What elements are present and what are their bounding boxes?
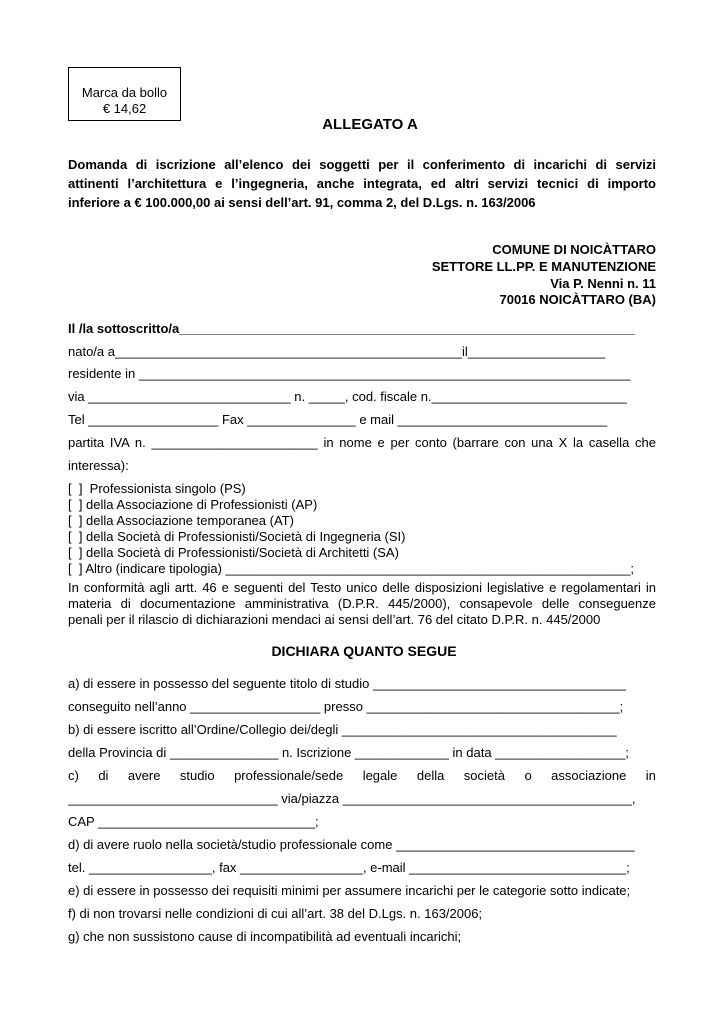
field-partita-iva: partita IVA n. _______________________ in nome e per conto (barrare con una X la casella che [68, 435, 656, 450]
option-ap-checkbox: [ ] della Associazione di Professionisti (AP) [68, 497, 318, 512]
decl-c-word: o [524, 768, 532, 783]
decl-c-word: in [645, 768, 656, 783]
decl-b-line-2: della Provincia di _______________ n. Iscrizione _____________ in data __________________; [68, 745, 629, 760]
stamp-amount: € 14,62 [102, 101, 147, 116]
option-at-checkbox: [ ] della Associazione temporanea (AT) [68, 513, 294, 528]
decl-e: e) di essere in possesso dei requisiti minimi per assumere incarichi per le categorie sotto indicate; [68, 883, 631, 898]
option-ps-checkbox: [ ] Professionista singolo (PS) [68, 481, 246, 496]
option-sa-checkbox: [ ] della Società di Professionisti/Società di Architetti (SA) [68, 545, 399, 560]
revenue-stamp-box [68, 67, 181, 121]
conformity-line-2: materia di documentazione amministrativa (D.P.R. 445/2000), consapevole delle conseguenze [68, 596, 656, 611]
addressee-city: 70016 NOICÀTTARO (BA) [499, 292, 656, 307]
conformity-line-1: In conformità agli artt. 46 e seguenti del Testo unico delle disposizioni legislative e regolamentari in [68, 580, 656, 595]
field-nato: nato/a a________________________________________________il___________________ [68, 344, 606, 359]
decl-d-line-2: tel. _________________, fax _________________, e-mail ______________________________; [68, 860, 630, 875]
addressee-street: Via P. Nenni n. 11 [550, 276, 656, 291]
addressee-comune: COMUNE DI NOICÀTTARO [492, 242, 656, 257]
field-via: via ____________________________ n. _____, cod. fiscale n.___________________________ [68, 389, 627, 404]
decl-c-word: di [98, 768, 109, 783]
decl-b-line-1: b) di essere iscritto all’Ordine/Collegio dei/degli ______________________________________ [68, 722, 617, 737]
section-title: DICHIARA QUANTO SEGUE [271, 643, 457, 659]
conformity-line-3: penali per il rilascio di dichiarazioni mendaci ai sensi dell’art. 76 del citato D.P.R. n. 445/2000 [68, 612, 601, 627]
field-tel: Tel __________________ Fax _______________ e mail _____________________________ [68, 412, 608, 427]
decl-a-line-1: a) di essere in possesso del seguente titolo di studio ___________________________________ [68, 676, 627, 691]
intro-line-2: attinenti l’architettura e l’ingegneria, anche integrata, ed altri servizi tecnici di importo [68, 176, 656, 191]
option-altro-checkbox: [ ] Altro (indicare tipologia) ________________________________________________________; [68, 561, 635, 576]
decl-c-line-2: _____________________________ via/piazza ________________________________________, [68, 791, 636, 806]
decl-c-word: studio [179, 768, 215, 783]
decl-c-word: della [416, 768, 445, 783]
field-interessa: interessa): [68, 458, 129, 473]
decl-c-word: associazione [551, 768, 627, 783]
decl-g: g) che non sussistono cause di incompatibilità ad eventuali incarichi; [68, 929, 462, 944]
decl-c-word: avere [127, 768, 161, 783]
decl-c-word: società [463, 768, 505, 783]
addressee-settore: SETTORE LL.PP. E MANUTENZIONE [431, 259, 656, 274]
field-residente: residente in ____________________________________________________________________ [68, 366, 631, 381]
decl-c-line-1 [68, 768, 656, 784]
decl-c-line-3: CAP ______________________________; [68, 814, 319, 829]
decl-c-word: c) [68, 768, 79, 783]
intro-line-3: inferiore a € 100.000,00 ai sensi dell’art. 91, comma 2, del D.Lgs. n. 163/2006 [68, 195, 536, 210]
intro-line-1: Domanda di iscrizione all’elenco dei soggetti per il conferimento di incarichi di servizi [68, 157, 656, 172]
decl-a-line-2: conseguito nell’anno __________________ presso ___________________________________; [68, 699, 624, 714]
stamp-label: Marca da bollo [81, 85, 168, 100]
field-sottoscritto: Il /la sottoscritto/a_______________________________________________________________ [68, 321, 635, 336]
decl-d-line-1: d) di avere ruolo nella società/studio professionale come _________________________________ [68, 837, 635, 852]
option-si-checkbox: [ ] della Società di Professionisti/Società di Ingegneria (SI) [68, 529, 406, 544]
document-title: ALLEGATO A [322, 116, 418, 133]
decl-f: f) di non trovarsi nelle condizioni di cui all’art. 38 del D.Lgs. n. 163/2006; [68, 906, 483, 921]
decl-c-word: professionale/sede [234, 768, 344, 783]
decl-c-word: legale [362, 768, 398, 783]
